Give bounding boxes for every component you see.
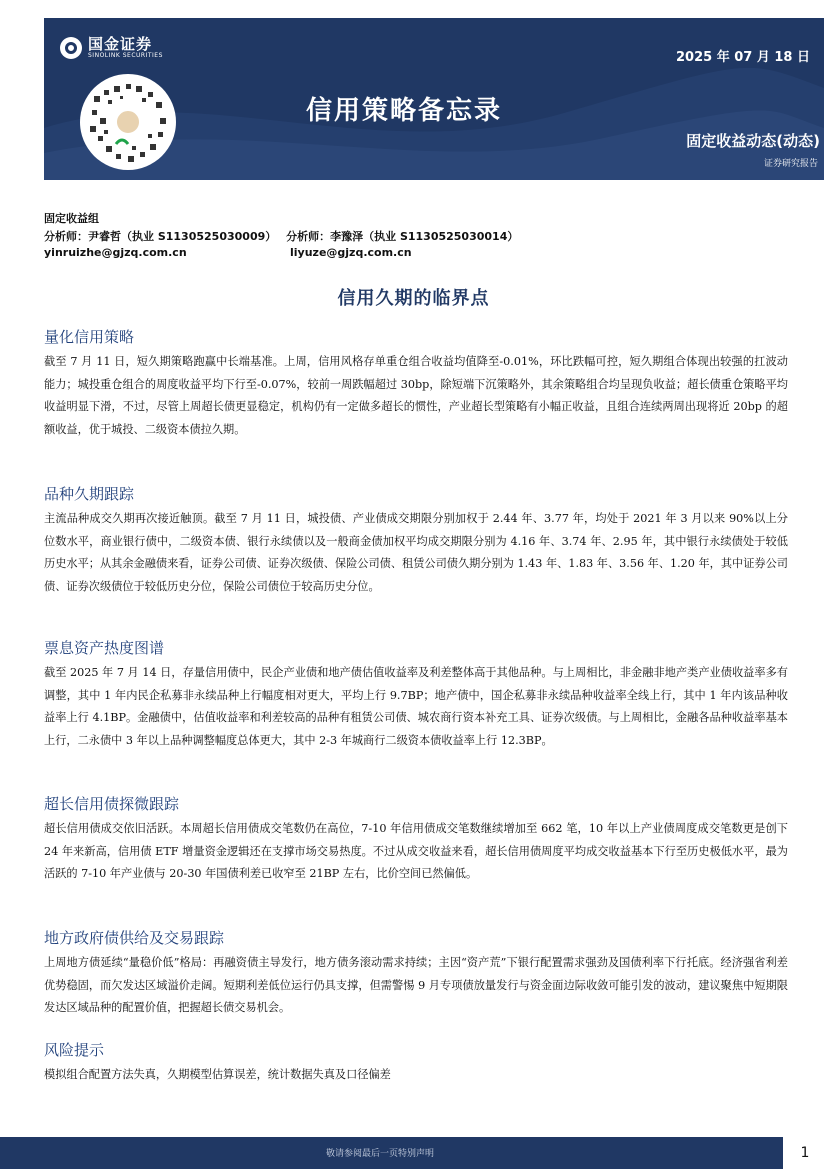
brand-name-en: SINOLINK SECURITIES (88, 52, 163, 59)
page-footer (0, 1137, 827, 1169)
section-heading: 地方政府债供给及交易跟踪 (44, 929, 225, 947)
section-ultra-long-credit (44, 794, 788, 886)
brand-logo (60, 36, 163, 60)
page-number: 1 (783, 1137, 827, 1169)
section-body: 主流品种成交久期再次接近触顶。截至 7 月 11 日，城投债、产业债成交期限分别加权于 2.44 年、3.77 年，均处于 2021 年 3 月以来 90%以上分位数水平，商业银行债中，二级资本债、银行永续债以及一般商金债加权平均成交期限分别为 4.16 年、3.74 年、2.95 年，其中银行永续债处于较低历史水平；从其余金融债来看，证券公司债、证券次级债、保险公司债、租赁公司债久期分别为 1.43 年、1.83 年、3.56 年、1.20 年，其中证券公司债、证券次级债位于较低历史分位，保险公司债位于较高历史分位。 (44, 512, 788, 593)
report-category: 证券研究报告 (763, 159, 818, 169)
analyst-1-email[interactable]: yinruizhe@gjzq.com.cn (44, 246, 187, 259)
section-quant-credit-strategy (44, 327, 788, 441)
report-header (44, 18, 824, 180)
section-body: 截至 7 月 11 日，短久期策略跑赢中长端基准。上周，信用风格存单重仓组合收益均值降至-0.01%，环比跌幅可控，短久期组合体现出较强的扛波动能力；城投重仓组合的周度收益平均下行至-0.07%，较前一周跌幅超过 30bp，除短端下沉策略外，其余策略组合均呈现负收益；超长债重仓策略平均收益明显下滑，不过，尽管上周超长债更显稳定，机构仍有一定做多超长的惯性，产业超长型策略有小幅正收益，且组合连续两周出现将近 20bp 的超额收益，优于城投、二级资本债拉久期。 (44, 355, 788, 436)
section-coupon-heatmap (44, 638, 788, 752)
section-body: 超长信用债成交依旧活跃。本周超长信用债成交笔数仍在高位，7-10 年信用债成交笔数继续增加至 662 笔，10 年以上产业债周度成交笔数更是创下 24 年来新高，信用债 ETF 增量资金逻辑还在支撑市场交易热度。不过从成交收益来看，超长信用债周度平均成交收益基本下行至历史极低水平，最为活跃的 7-10 年产业债与 20-30 年国债利差已收窄至 21BP 左右，比价空间已然偏低。 (44, 822, 788, 880)
section-body: 截至 2025 年 7 月 14 日，存量信用债中，民企产业债和地产债估值收益率及利差整体高于其他品种。与上周相比，非金融非地产类产业债收益率多有调整，其中 1 年内民企私募非永续品种上行幅度相对更大，平均上行 9.7BP；地产债中，国企私募非永续品种收益率全线上行，其中 1 年内该品种收益率上行 4.1BP。金融债中，估值收益率和利差较高的品种有租赁公司债、城农商行资本补充工具、证券次级债。与上周相比，金融各品种收益率基本上行，二永债中 3 年以上品种调整幅度总体更大，其中 2-3 年城商行二级资本债收益率上行 12.3BP。 (44, 666, 788, 747)
section-local-gov-bond (44, 928, 788, 1020)
analyst-2: 分析师：李豫泽（执业 S1130525030014） (286, 230, 519, 243)
section-heading: 票息资产热度图谱 (44, 639, 165, 657)
section-heading: 超长信用债探微跟踪 (44, 795, 180, 813)
section-heading: 风险提示 (44, 1041, 105, 1059)
section-heading: 量化信用策略 (44, 328, 135, 346)
qr-code-icon (80, 74, 176, 170)
analyst-2-email[interactable]: liyuze@gjzq.com.cn (290, 246, 412, 259)
report-type: 固定收益动态(动态) (686, 132, 820, 150)
section-duration-tracking (44, 484, 788, 598)
section-body: 上周地方债延续“量稳价低”格局：再融资债主导发行，地方债务滚动需求持续；主因“资产荒”下银行配置需求强劲及国债利率下行托底。经济强省利差优势稳固，而欠发达区域溢价走阔。短期利差低位运行仍具支撑，但需警惕 9 月专项债放量发行与资金面边际收敛可能引发的波动，建议聚焦中短期限发达区域品种的配置价值，把握超长债交易机会。 (44, 956, 788, 1014)
report-date: 2025 年 07 月 18 日 (676, 50, 810, 65)
brand-name-cn: 国金证券 (88, 35, 153, 53)
brand-logo-icon (60, 37, 82, 59)
section-body: 模拟组合配置方法失真，久期模型估算误差，统计数据失真及口径偏差 (44, 1068, 391, 1081)
report-series-title: 信用策略备忘录 (306, 96, 503, 126)
qr-center-badge (114, 108, 142, 136)
analyst-1: 分析师：尹睿哲（执业 S1130525030009） (44, 230, 277, 243)
section-risk-warning (44, 1040, 788, 1087)
disclaimer-note: 敬请参阅最后一页特别声明 (325, 1149, 434, 1159)
research-group: 固定收益组 (44, 212, 99, 225)
section-heading: 品种久期跟踪 (44, 485, 135, 503)
article-title: 信用久期的临界点 (337, 288, 490, 309)
analyst-line (44, 228, 524, 244)
